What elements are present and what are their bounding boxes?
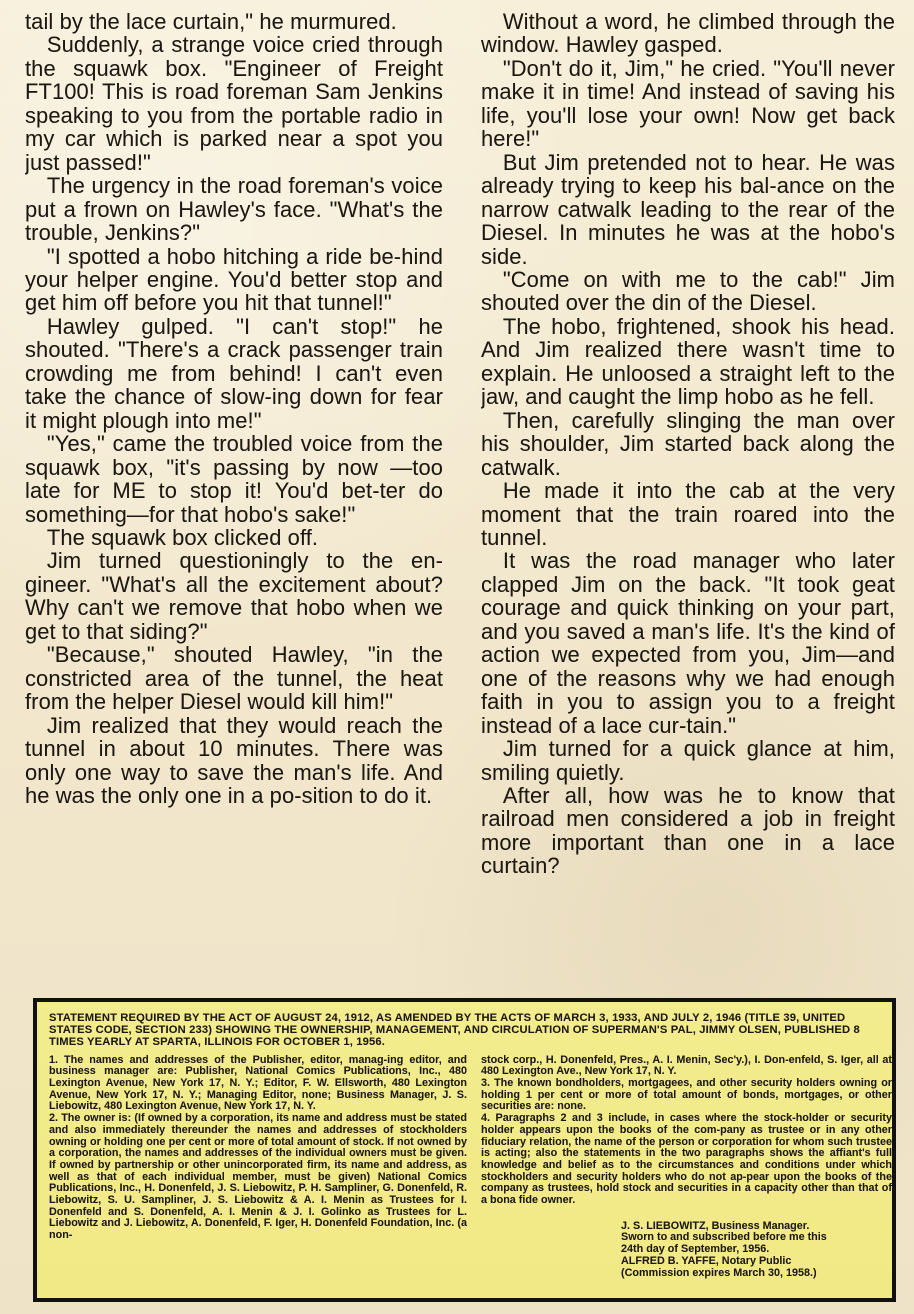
story-paragraph: "Because," shouted Hawley, "in the constricted area of the tunnel, the heat from the helper Diesel would kill him!"	[25, 642, 443, 715]
story-paragraph: Without a word, he climbed through the window. Hawley gasped.	[481, 10, 895, 58]
story-paragraph: After all, how was he to know that railroad men considered a job in freight more important than one in a lace curtain?	[481, 782, 895, 879]
notice-right-column	[481, 1055, 892, 1295]
story-paragraph: Suddenly, a strange voice cried through the squawk box. "Engineer of Freight FT100! This is road foreman Sam Jenkins speaking to you from the portable radio in my car which is parked near a spot you just passed!"	[25, 32, 443, 175]
story-paragraph: He made it into the cab at the very moment that the train roared into the tunnel.	[481, 478, 895, 550]
story-paragraph: "Come on with me to the cab!" Jim shouted over the din of the Diesel.	[481, 266, 895, 316]
signature-line: ALFRED B. YAFFE, Notary Public	[621, 1254, 792, 1267]
story-paragraph: Jim realized that they would reach the tunnel in about 10 minutes. There was only one way to save the man's life. And he was the only one in a po-sition to do it.	[25, 712, 443, 808]
notice-columns	[49, 1054, 892, 1295]
story-paragraph: Then, carefully slinging the man over his shoulder, Jim started back along the catwalk.	[481, 407, 895, 480]
notice-paragraph: 2. The owner is: (If owned by a corporation, its name and address must be stated and also immediately thereunder the names and addresses of stockholders owning or holding one per cent or more of total amount of stock. If not owned by a corporation, the names and addresses of the individual owners must be given. If owned by partnership or other unincorporated firm, its name and address, as well as that of each individual member, must be given) National Comics Publications, Inc., H. Donenfeld, J. S. Liebowitz, P. H. Sampliner, G. Donenfeld, R. Liebowitz, S. U. Sampliner, J. S. Liebowitz & A. I. Menin as Trustees for I. Donenfeld and S. Donenfeld, A. I. Menin & J. I. Golinko as Trustees for L. Liebowitz and J. Liebowitz, A. Donenfeld, F. Iger, H. Donenfeld Foundation, Inc. (a non-	[49, 1112, 467, 1242]
story-paragraph: The squawk box clicked off.	[46, 524, 319, 550]
story-paragraph: The hobo, frightened, shook his head. And Jim realized there wasn't time to explain. He unloosed a straight left to the jaw, and caught the limp hobo as he fell.	[481, 313, 895, 410]
notice-title: STATEMENT REQUIRED BY THE ACT OF AUGUST 24, 1912, AS AMENDED BY THE ACTS OF MARCH 3, 1933, AND JULY 2, 1946 (TITLE 39, UNITED STATES CODE, SECTION 233) SHOWING THE OWNERSHIP, MANAGEMENT, AND CIRCULATION OF SUPERMAN'S PAL, JIMMY OLSEN, PUBLISHED 8 TIMES YEARLY AT SPARTA, ILLINOIS FOR OCTOBER 1, 1956.	[49, 1012, 860, 1049]
signature-line: Sworn to and subscribed before me this	[621, 1231, 827, 1244]
story-paragraph: tail by the lace curtain," he murmured.	[25, 10, 397, 34]
story-columns	[25, 10, 895, 954]
story-paragraph: "I spotted a hobo hitching a ride be-hind your helper engine. You'd better stop and get him off before you hit that tunnel!"	[25, 243, 443, 316]
signature-line: 24th day of September, 1956.	[621, 1243, 770, 1256]
story-paragraph: Jim turned for a quick glance at him, smiling quietly.	[481, 736, 895, 785]
left-story-column	[25, 10, 443, 954]
right-story-column	[481, 10, 895, 954]
story-paragraph: It was the road manager who later clapped Jim on the back. "It took geat courage and quick thinking on your part, and you saved a man's life. It's the kind of action we expected from you, Jim—and one of the reasons why we had enough faith in you to assign you to a freight instead of a lace cur-tain."	[481, 548, 895, 738]
signature-line: (Commission expires March 30, 1958.)	[621, 1266, 817, 1279]
notice-paragraph: 4. Paragraphs 2 and 3 include, in cases where the stock-holder or security holder appears upon the books of the com-pany as trustee or in any other fiduciary relation, the name of the person or corporation for whom such trustee is acting; also the statements in the two paragraphs shows the affiant's full knowledge and belief as to the circumstances and conditions under which stockholders and security holders who do not ap-pear upon the books of the company as trustees, hold stock and securities in a capacity other than that of a bona fide owner.	[481, 1112, 892, 1207]
notice-left-column	[49, 1055, 467, 1295]
notice-paragraph: stock corp., H. Donenfeld, Pres., A. I. Menin, Sec'y.), I. Don-enfeld, S. Iger, all at 480 Lexington Ave., New York 17, N. Y.	[481, 1054, 892, 1078]
story-paragraph: Jim turned questioningly to the en-gineer. "What's all the excitement about? Why can't we remove that hobo when we get to that siding?"	[25, 548, 443, 644]
story-paragraph: "Don't do it, Jim," he cried. "You'll never make it in time! And instead of saving his life, you'll lose your own! Now get back here!"	[481, 55, 895, 152]
story-paragraph: Hawley gulped. "I can't stop!" he shouted. "There's a crack passenger train crowding me from behind! I can't even take the chance of slow-ing down for fear it might plough into me!"	[25, 313, 443, 433]
signature-line: J. S. LIEBOWITZ, Business Manager.	[621, 1219, 810, 1232]
notice-paragraph: 3. The known bondholders, mortgagees, and other security holders owning or holding 1 per cent or more of total amount of bonds, mortgages, or other securities are: none.	[481, 1077, 892, 1113]
story-paragraph: But Jim pretended not to hear. He was already trying to keep his bal-ance on the narrow catwalk leading to the rear of the Diesel. In minutes he was at the hobo's side.	[481, 149, 895, 269]
signature-block	[621, 1221, 892, 1280]
ownership-statement-box	[33, 998, 896, 1302]
story-paragraph: "Yes," came the troubled voice from the squawk box, "it's passing by now —too late for ME to stop it! You'd bet-ter do something—for that hobo's sake!"	[25, 431, 443, 527]
story-paragraph: The urgency in the road foreman's voice put a frown on Hawley's face. "What's the trouble, Jenkins?"	[25, 173, 443, 246]
notice-paragraph: 1. The names and addresses of the Publisher, editor, manag-ing editor, and business manager are: Publisher, National Comics Publications, Inc., 480 Lexington Avenue, New York 17, N. Y.; Editor, F. W. Ellsworth, 480 Lexington Avenue, New York 17, N. Y.; Managing Editor, none; Business Manager, J. S. Liebowitz, 480 Lexington Avenue, New York 17, N. Y.	[49, 1054, 467, 1113]
